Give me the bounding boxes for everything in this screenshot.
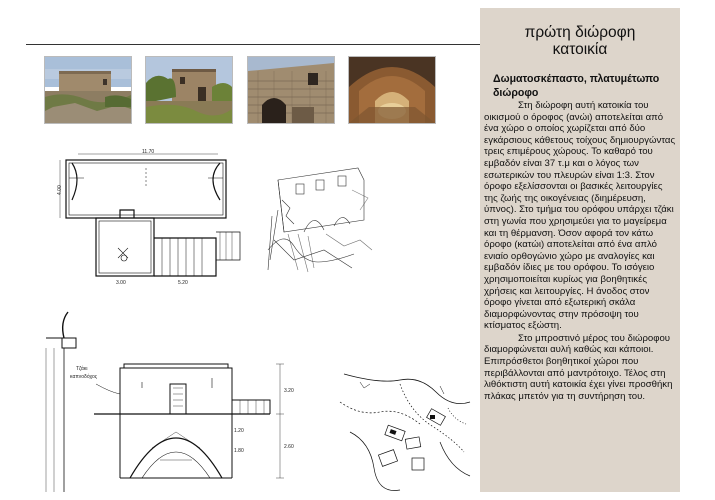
perspective-sketch — [264, 150, 376, 282]
svg-text:5.20: 5.20 — [178, 280, 188, 286]
title-line-2: κατοικία — [552, 41, 608, 58]
svg-text:1.20: 1.20 — [234, 428, 244, 434]
section-subtitle: Δωματοσκέπαστο, πλατυμέτωπο διώροφο — [493, 73, 660, 99]
body-text — [484, 100, 677, 402]
title-line-1: πρώτη διώροφη — [524, 24, 636, 41]
floor-plan-drawing — [58, 148, 244, 298]
photo-stone-facade-arch — [247, 56, 335, 124]
svg-text:3.00: 3.00 — [116, 280, 126, 286]
page-title — [480, 24, 680, 58]
svg-text:4.00: 4.00 — [57, 185, 63, 195]
photo-vaulted-interior — [348, 56, 436, 124]
svg-text:3.20: 3.20 — [284, 388, 294, 394]
photo-house-exterior — [44, 56, 132, 124]
photo-strip — [44, 56, 436, 122]
note-line-2: καπνοδόχος — [70, 374, 98, 380]
header-rule — [26, 44, 510, 45]
svg-text:2.60: 2.60 — [284, 444, 294, 450]
svg-text:1.80: 1.80 — [234, 448, 244, 454]
photo-house-with-vegetation — [145, 56, 233, 124]
site-plan-drawing — [340, 372, 474, 492]
note-line-1: Τζάκι — [76, 366, 88, 372]
paragraph-2: Στο μπροστινό μέρος του διώροφου διαμορφώνεται αυλή καθώς και κάποιοι. Επιπρόσθετοι βοηθητικοί χώροι που περιβάλλονται από μαντρότοιχο. Τέλος στη λιθόκτιστη αυτή κατοικία έχει γίνει προσθήκη πλάκας μπετόν για τη συντήρηση του. — [484, 332, 673, 402]
elevation-section-drawing — [40, 308, 302, 492]
paragraph-1: Στη διώροφη αυτή κατοικία του οικισμού ο όροφος (ανώι) αποτελείται από ένα χώρο ο οποίος χωρίζεται από δύο εγκάρσιους κάθετους τοίχους δημιουργώντας τρεις επιμέρους χώρους. Το καθαρό του εμβαδόν είναι 37 τ.μ και ο λόγος των εσωτερικών του πλευρών είναι 1:3. Στον όροφο εξελίσσονται οι βασικές λειτουργίες της ζωής της οικογένειας (διημέρευση, ύπνος). Στο τμήμα του ορόφου υπάρχει τζάκι στη γωνία που χρησιμεύει για το μαγείρεμα και τη θέρμανση. Όσον αφορά τον κάτω όροφο (κατώι) αποτελείται από ένα απλό ενιαίο ορθογώνιο χώρο με αναλογίες και εμβαδόν ίδιες με του ορόφου. Το ισόγειο χρησιμοποιείται κυρίως για βοηθητικές χρήσεις και λειτουργίες. Η άνοδος στον όροφο γίνεται από εξωτερική σκάλα διαμορφώνοντας στην πρόσοψη του κτίσματος εξώστη. — [484, 100, 676, 332]
svg-text:11.70: 11.70 — [142, 149, 155, 155]
